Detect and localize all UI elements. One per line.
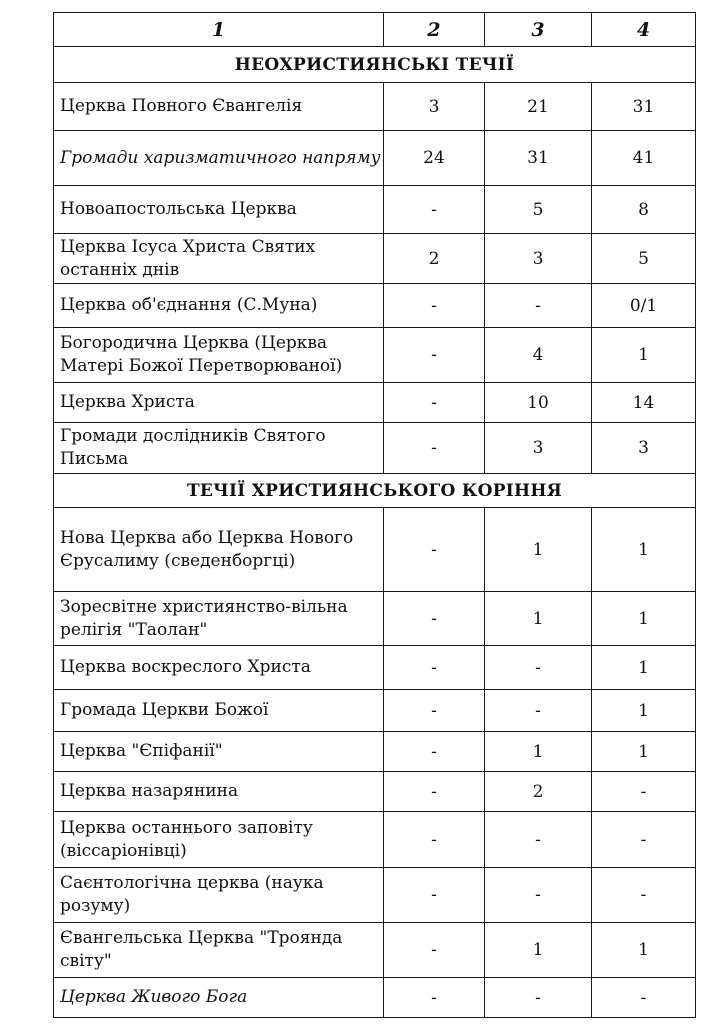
section-row xyxy=(54,474,696,508)
section-title: НЕОХРИСТИЯНСЬКІ ТЕЧІЇ xyxy=(54,47,696,83)
header-row xyxy=(54,13,696,47)
value-col-3: 1 xyxy=(485,732,592,772)
value-col-3: 1 xyxy=(485,592,592,646)
value-col-3: 4 xyxy=(485,328,592,383)
church-name: Нова Церква або Церква Нового Єрусалиму (сведенборгці) xyxy=(54,508,384,592)
table-row xyxy=(54,732,696,772)
church-name: Церква об'єднання (С.Муна) xyxy=(54,284,384,328)
value-col-2: - xyxy=(384,690,485,732)
church-name: Євангельська Церква "Троянда світу" xyxy=(54,923,384,978)
value-col-4: 1 xyxy=(592,592,696,646)
value-col-2: - xyxy=(384,383,485,423)
church-name: Громади дослідників Святого Письма xyxy=(54,423,384,474)
value-col-3: 3 xyxy=(485,234,592,284)
value-col-4: 1 xyxy=(592,328,696,383)
church-name: Церква Живого Бога xyxy=(54,978,384,1018)
value-col-4: 41 xyxy=(592,131,696,186)
value-col-2: 24 xyxy=(384,131,485,186)
church-name: Новоапостольська Церква xyxy=(54,186,384,234)
value-col-2: - xyxy=(384,592,485,646)
church-name: Церква Христа xyxy=(54,383,384,423)
table-row xyxy=(54,383,696,423)
table-row xyxy=(54,592,696,646)
value-col-3: - xyxy=(485,646,592,690)
value-col-4: - xyxy=(592,868,696,923)
church-name: Церква "Єпіфанії" xyxy=(54,732,384,772)
value-col-2: 3 xyxy=(384,83,485,131)
value-col-2: - xyxy=(384,772,485,812)
value-col-3: 2 xyxy=(485,772,592,812)
value-col-2: - xyxy=(384,646,485,690)
value-col-2: - xyxy=(384,328,485,383)
value-col-3: 3 xyxy=(485,423,592,474)
value-col-3: - xyxy=(485,978,592,1018)
value-col-4: 1 xyxy=(592,732,696,772)
value-col-4: 1 xyxy=(592,923,696,978)
table-row xyxy=(54,284,696,328)
header-col-2: 2 xyxy=(384,13,485,47)
church-name: Громади харизматичного напряму xyxy=(54,131,384,186)
value-col-3: - xyxy=(485,812,592,868)
religious-communities-table xyxy=(53,12,696,1018)
value-col-4: - xyxy=(592,772,696,812)
section-title: ТЕЧІЇ ХРИСТИЯНСЬКОГО КОРІННЯ xyxy=(54,474,696,508)
value-col-4: 5 xyxy=(592,234,696,284)
value-col-3: 1 xyxy=(485,508,592,592)
section-row xyxy=(54,47,696,83)
table-row xyxy=(54,690,696,732)
church-name: Церква останнього заповіту (віссаріонівці) xyxy=(54,812,384,868)
church-name: Церква Ісуса Христа Святих останніх днів xyxy=(54,234,384,284)
table-row xyxy=(54,923,696,978)
value-col-2: - xyxy=(384,812,485,868)
table-row xyxy=(54,772,696,812)
value-col-3: - xyxy=(485,690,592,732)
table-row xyxy=(54,423,696,474)
church-name: Церква назарянина xyxy=(54,772,384,812)
value-col-4: 1 xyxy=(592,646,696,690)
table-row xyxy=(54,508,696,592)
value-col-2: - xyxy=(384,732,485,772)
value-col-4: - xyxy=(592,978,696,1018)
value-col-2: - xyxy=(384,508,485,592)
value-col-4: 1 xyxy=(592,508,696,592)
value-col-4: - xyxy=(592,812,696,868)
value-col-4: 0/1 xyxy=(592,284,696,328)
table-row xyxy=(54,868,696,923)
church-name: Громада Церкви Божої xyxy=(54,690,384,732)
value-col-4: 1 xyxy=(592,690,696,732)
value-col-2: 2 xyxy=(384,234,485,284)
table-row xyxy=(54,646,696,690)
table-row xyxy=(54,812,696,868)
table-row xyxy=(54,978,696,1018)
value-col-3: 1 xyxy=(485,923,592,978)
church-name: Богородична Церква (Церква Матері Божої Перетворюваної) xyxy=(54,328,384,383)
value-col-3: 21 xyxy=(485,83,592,131)
value-col-3: 5 xyxy=(485,186,592,234)
church-name: Саєнтологічна церква (наука розуму) xyxy=(54,868,384,923)
header-col-3: 3 xyxy=(485,13,592,47)
header-col-4: 4 xyxy=(592,13,696,47)
value-col-2: - xyxy=(384,423,485,474)
value-col-4: 14 xyxy=(592,383,696,423)
value-col-4: 3 xyxy=(592,423,696,474)
value-col-2: - xyxy=(384,978,485,1018)
value-col-3: - xyxy=(485,868,592,923)
value-col-2: - xyxy=(384,186,485,234)
church-name: Церква воскреслого Христа xyxy=(54,646,384,690)
church-name: Церква Повного Євангелія xyxy=(54,83,384,131)
value-col-3: - xyxy=(485,284,592,328)
value-col-2: - xyxy=(384,923,485,978)
value-col-4: 31 xyxy=(592,83,696,131)
table-row xyxy=(54,186,696,234)
table-row xyxy=(54,83,696,131)
value-col-3: 31 xyxy=(485,131,592,186)
table-row xyxy=(54,328,696,383)
value-col-3: 10 xyxy=(485,383,592,423)
value-col-4: 8 xyxy=(592,186,696,234)
value-col-2: - xyxy=(384,284,485,328)
table-row xyxy=(54,131,696,186)
church-name: Зоресвітне християнство-вільна релігія "Таолан" xyxy=(54,592,384,646)
table-row xyxy=(54,234,696,284)
value-col-2: - xyxy=(384,868,485,923)
header-col-1: 1 xyxy=(54,13,384,47)
